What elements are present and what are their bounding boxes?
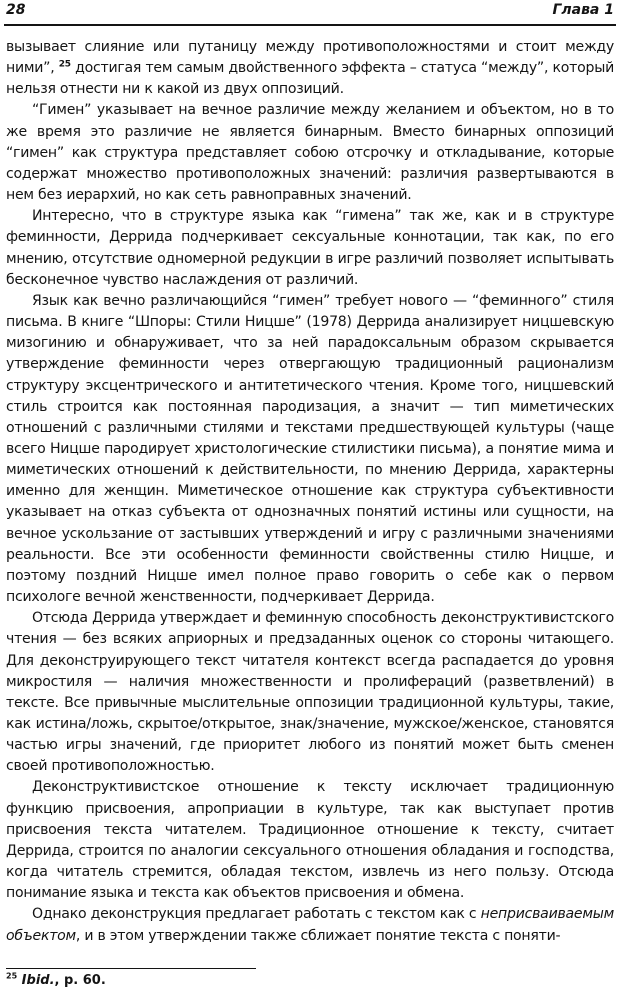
running-header	[6, 2, 614, 24]
body-text	[6, 37, 614, 947]
footnote-ref: Ibid.	[21, 973, 55, 988]
paragraph: “Гимен” указывает на вечное различие между желанием и объектом, но в то же время это различие не является бинарным. Вместо бинарных оппозиций “гимен” как структура представляет собою отсрочку и откладывание, которые содержат множество противоположных значений: различия развертываются в нем без иерархий, но как сеть равноправных значений.	[6, 102, 614, 204]
footnote-page: , p. 60.	[54, 973, 106, 988]
footnote	[6, 972, 106, 990]
paragraph	[6, 37, 614, 100]
footnote-rule	[6, 968, 256, 969]
paragraph: Язык как вечно различающийся “гимен” требует нового — “феминного” стиля письма. В книге “Шпоры: Стили Ницше” (1978) Деррида анализирует ницшевскую мизогинию и обнаруживает, что за ней парадоксальным образом скрывается утверждение феминности через отвергающую традиционный рационализм структуру эксцентрического и антитетического чтения. Кроме того, ницшевский стиль строится как постоянная пародизация, а значит — тип миметических отношений с различными стилями и текстами предшествующей культуры (чаще всего Ницше пародирует христологические стилистики письма), а понятие мима и миметических отношений к действительности, по мнению Деррида, характерны именно для женщин. Миметическое отношение как структура субъективности указывает на отказ субъекта от однозначных понятий истины или сущности, на вечное ускользание от застывших утверждений и игру с различными значениями реальности. Все эти особенности феминности свойственны стилю Ницше, и поэтому поздний Ницше имел полное право говорить о себе как о первом психологе вечной женственности, подчеркивает Деррида.	[6, 292, 614, 606]
header-rule	[4, 24, 616, 26]
paragraph-text: достигая тем самым двойственного эффекта – статуса “между”, который нельзя отнести ни к какой из двух оппозиций.	[6, 60, 614, 98]
footnote-marker: 25	[58, 59, 71, 70]
footnote-number: 25	[6, 971, 18, 981]
paragraph-text: вызывает слияние или путаницу между противоположностями и стоит между ними”,	[6, 39, 614, 77]
paragraph	[6, 904, 614, 946]
chapter-title: Глава 1	[552, 2, 614, 18]
emphasized-term: неприсваиваемым объектом	[6, 906, 614, 944]
paragraph: Интересно, что в структуре языка как “гимена” так же, как и в структуре феминности, Деррида подчеркивает сексуальные коннотации, так как, по его мнению, отсутствие одномерной редукции в игре различий позволяет испытывать бесконечное чувство наслаждения от различий.	[6, 208, 614, 288]
paragraph-text: , и в этом утверждении также сближает понятие текста с поняти-	[75, 927, 561, 944]
paragraph: Отсюда Деррида утверждает и феминную способность деконструктивистского чтения — без всяких априорных и предзаданных оценок со стороны читающего. Для деконструирующего текст читателя контекст всегда распадается до уровня микростиля — наличия множественности и пролифераций (разветвлений) в тексте. Все привычные мыслительные оппозиции традиционной культуры, такие, как истина/ложь, скрытое/открытое, знак/значение, мужское/женское, становятся частью игры значений, где приоритет любого из понятий может быть сменен своей противоположностью.	[6, 610, 614, 775]
page-number: 28	[6, 2, 26, 18]
paragraph-text: Однако деконструкция предлагает работать с текстом как с	[32, 906, 481, 923]
paragraph: Деконструктивистское отношение к тексту исключает традиционную функцию присвоения, апроприации в культуре, так как выступает против присвоения текста читателем. Традиционное отношение к тексту, считает Деррида, строится по аналогии сексуального отношения обладания и господства, когда читатель стремится, обладая текстом, извлечь из него пользу. Отсюда понимание языка и текста как объектов присвоения и обмена.	[6, 779, 614, 902]
